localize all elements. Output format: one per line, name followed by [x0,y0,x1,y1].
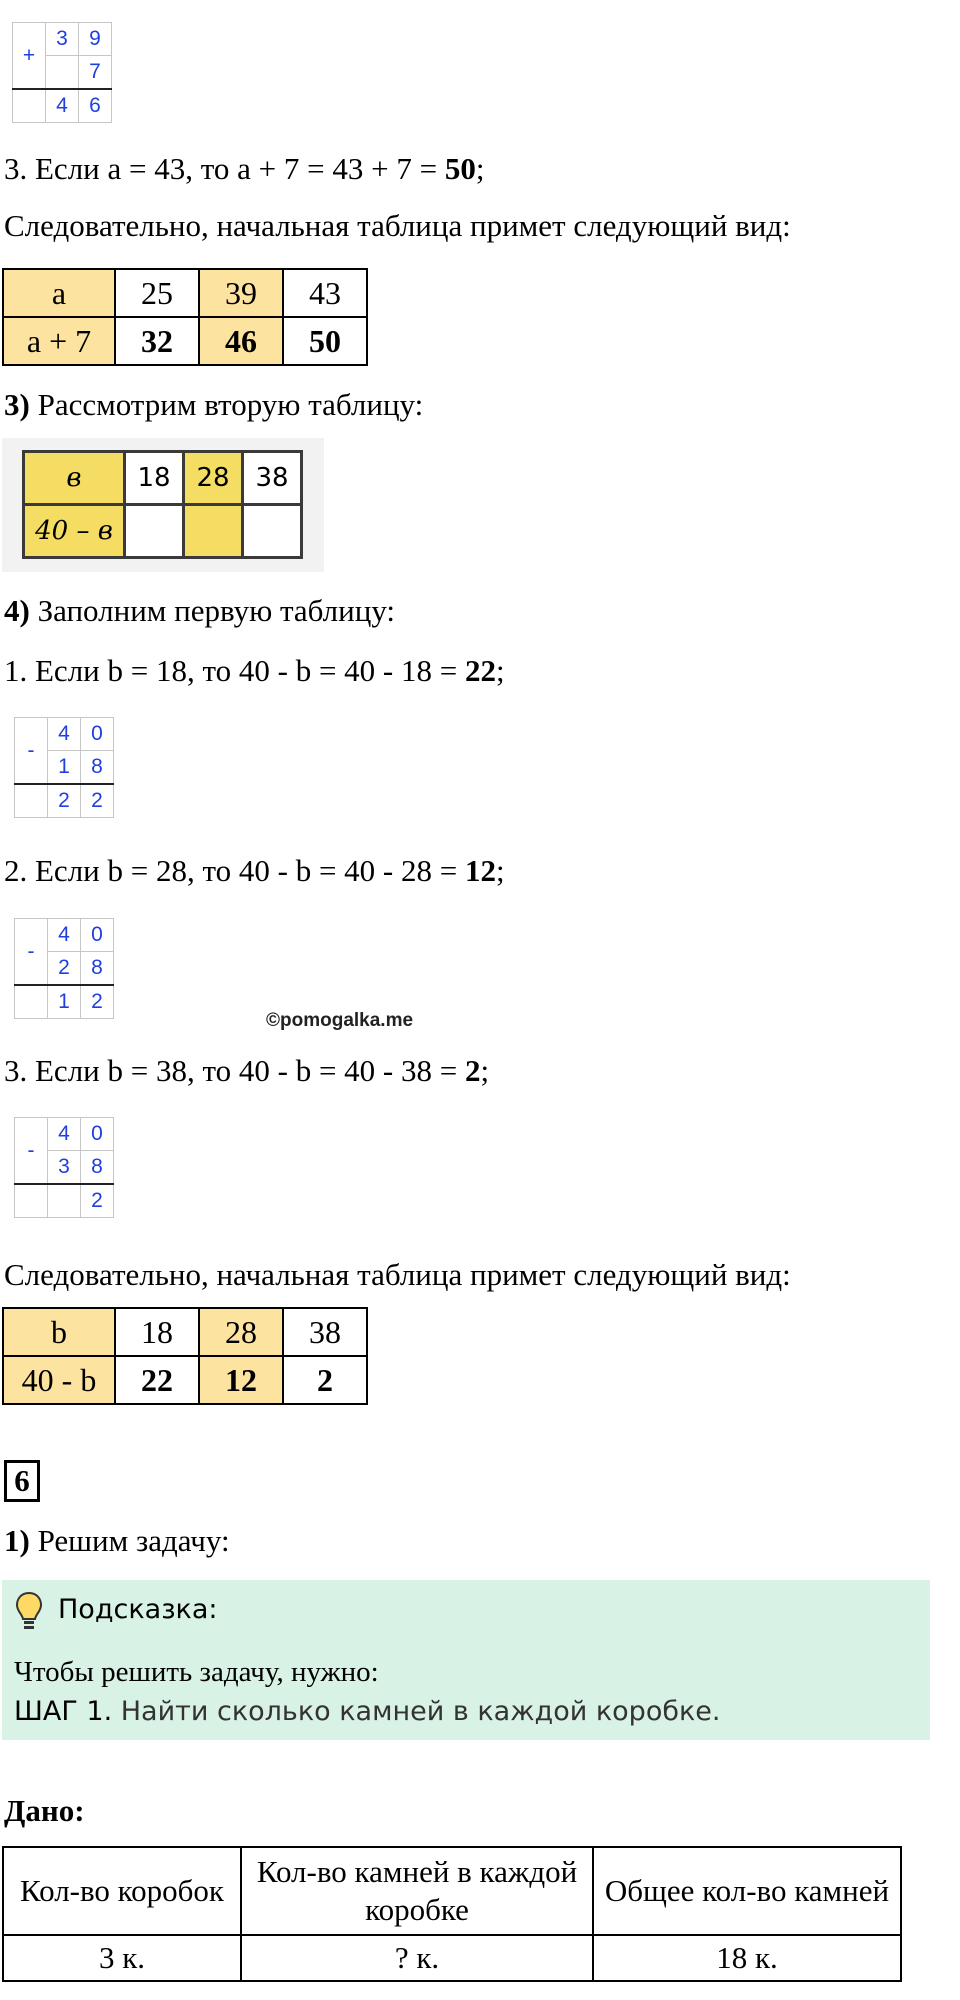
task-number-badge: 6 [4,1460,40,1502]
hint-title: Подсказка: [58,1594,218,1625]
part-4-heading: 4) Заполним первую таблицу: [4,593,396,628]
case-b3-line: 3. Если b = 38, то 40 - b = 40 - 38 = 2; [4,1053,490,1088]
case-b2-line: 2. Если b = 28, то 40 - b = 40 - 28 = 12; [4,853,505,888]
part-3-heading: 3) Рассмотрим вторую таблицу: [4,387,424,422]
handwritten-table-image: в 18 28 38 40 – в [2,438,324,572]
case-b1-line: 1. Если b = 18, то 40 - b = 40 - 18 = 22; [4,653,505,688]
table-a: a 25 39 43 a + 7 32 46 50 [2,268,368,366]
lightbulb-icon [14,1590,44,1636]
case-a3-line: 3. Если a = 43, то a + 7 = 43 + 7 = 50; [4,151,485,186]
operator-sign: + [13,23,46,90]
column-addition-1: + 3 9 7 4 6 [12,22,112,123]
conclusion-text-b: Следовательно, начальная таблица примет следующий вид: [4,1257,791,1292]
hint-box [2,1580,930,1740]
hint-step: ШАГ 1. Найти сколько камней в каждой коробке. [14,1696,721,1727]
column-subtraction-1: - 4 0 1 8 2 2 [14,717,114,818]
column-subtraction-2: - 4 0 2 8 1 2 [14,918,114,1019]
given-table: Кол-во коробок Кол-во камней в каждой коробке Общее кол-во камней 3 к. ? к. 18 к. [2,1846,902,1982]
watermark: ©pomogalka.me [266,1010,414,1031]
column-subtraction-3: - 4 0 3 8 2 [14,1117,114,1218]
part-1-heading: 1) Решим задачу: [4,1523,230,1558]
given-label: Дано: [4,1793,85,1828]
hint-text: Чтобы решить задачу, нужно: [14,1656,379,1688]
table-b: b 18 28 38 40 - b 22 12 2 [2,1307,368,1405]
conclusion-text-a: Следовательно, начальная таблица примет следующий вид: [4,208,791,243]
